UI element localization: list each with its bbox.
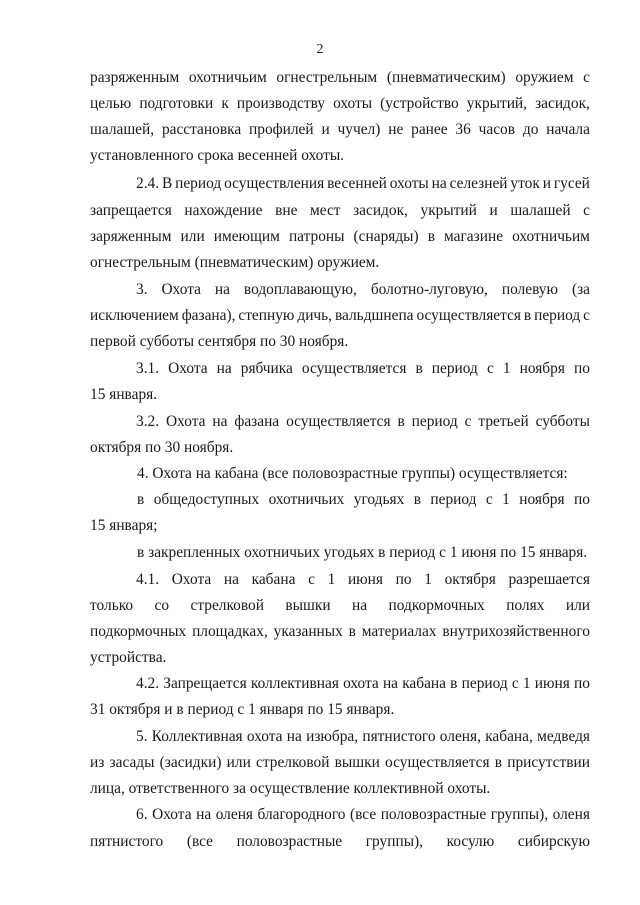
word: засады (109, 754, 155, 771)
word: половозрастные (236, 833, 343, 850)
word: вышки (285, 597, 331, 614)
word: на (212, 413, 228, 430)
word: в (523, 307, 532, 324)
word: оленя, (439, 728, 481, 745)
word: (засидки) (159, 754, 222, 771)
word: ноября (519, 491, 565, 508)
word: июня (534, 675, 570, 692)
word: производству (236, 95, 326, 112)
word: по (395, 571, 412, 588)
word: шалашей, (90, 121, 155, 138)
word: период (461, 675, 508, 692)
word: угодьях (353, 491, 405, 508)
word: субботы (535, 413, 590, 430)
word: весенней (327, 175, 387, 192)
word: осуществляется (286, 413, 391, 430)
text-line (90, 68, 590, 88)
word: коллективная (250, 675, 339, 692)
word: Охота (171, 571, 212, 588)
word: в (494, 754, 503, 771)
text-line (136, 570, 590, 590)
word: селезней (449, 175, 508, 192)
text-line (90, 622, 590, 642)
word: болотно-луговую, (370, 281, 488, 298)
text-line (136, 174, 590, 194)
word: 3.1. (136, 360, 160, 377)
word: в (415, 360, 423, 377)
word: с (308, 571, 315, 588)
word: общедоступных (153, 491, 260, 508)
word: подкормочных (388, 597, 485, 614)
word: указанных (273, 623, 343, 640)
word: степную (238, 307, 295, 324)
text-line: 15 января. (90, 386, 158, 403)
word: на (223, 571, 239, 588)
word: вне (275, 202, 298, 219)
text-line (90, 94, 590, 114)
word: 5. (136, 728, 148, 745)
word: укрытий, (466, 95, 528, 112)
word: на (352, 597, 368, 614)
word: 3. (136, 281, 148, 298)
word: вальдшнепа (334, 307, 414, 324)
word: группы), (365, 833, 424, 850)
word: период (534, 307, 581, 324)
word: период (430, 491, 477, 508)
word: по (573, 491, 590, 508)
word: с (583, 202, 590, 219)
word: со (154, 597, 170, 614)
word: в (137, 491, 145, 508)
word: разрешается (508, 571, 590, 588)
word: июня (347, 571, 383, 588)
word: с (486, 360, 494, 377)
word: 4.2. (136, 675, 160, 692)
word: водоплавающую, (243, 281, 357, 298)
word: 1 (502, 360, 511, 377)
word: 1 (522, 675, 531, 692)
text-line (136, 359, 590, 379)
word: стрелковой (190, 597, 264, 614)
word: вышки (334, 754, 380, 771)
word: половозрастные (380, 806, 487, 823)
word: пятнистого (90, 833, 164, 850)
word: или (180, 228, 205, 245)
word: в (348, 623, 356, 640)
word: (все (350, 806, 377, 823)
word: (пневматическим) (386, 69, 506, 86)
word: косулю (446, 833, 495, 850)
text-line: 31 октября и в период с 1 января по 15 января. (90, 701, 395, 718)
word: до (522, 121, 539, 138)
word: полевую (501, 281, 559, 298)
word: 2.4. (136, 175, 160, 192)
word: осуществления (224, 175, 325, 192)
word: и (489, 202, 498, 219)
word: с (464, 413, 472, 430)
word: 36 (455, 121, 471, 138)
word: только (90, 597, 134, 614)
word: Охота (166, 413, 206, 430)
word: профилей (249, 121, 314, 138)
word: охотничьим (188, 69, 267, 86)
word: или (226, 754, 251, 771)
text-line (136, 805, 590, 825)
text-line (90, 120, 590, 140)
text-line (136, 412, 590, 432)
word: стрелковой (256, 754, 330, 771)
word: мест (309, 202, 341, 219)
text-line (136, 674, 590, 694)
word: или (565, 597, 590, 614)
word: подкормочных (90, 623, 187, 640)
text-line (90, 832, 590, 852)
word: период (175, 175, 222, 192)
text-line (90, 306, 590, 326)
word: оленя (215, 806, 254, 823)
word: Коллективная (151, 728, 243, 745)
page-number: 2 (316, 42, 324, 57)
word: Охота (161, 281, 201, 298)
word: период (431, 360, 478, 377)
word: медведя (537, 728, 590, 745)
word: октября (444, 571, 496, 588)
word: благородного (257, 806, 346, 823)
word: ноября (519, 360, 565, 377)
word: охоты (333, 95, 373, 112)
word: 1 (327, 571, 336, 588)
word: и (321, 121, 330, 138)
word: третьей (478, 413, 529, 430)
word: оружием (515, 69, 574, 86)
text-line (90, 596, 590, 616)
word: на (214, 281, 230, 298)
text-line: 15 января; (90, 517, 158, 534)
word: засидок, (535, 95, 590, 112)
word: к (221, 95, 229, 112)
word: с (511, 675, 519, 692)
word: с (583, 69, 590, 86)
word: 1 (424, 571, 432, 588)
word: период (411, 413, 458, 430)
text-line: октября по 30 ноября. (90, 439, 234, 456)
word: Охота (152, 806, 192, 823)
word: заряженным (90, 228, 172, 245)
text-line (90, 201, 590, 221)
word: целью (90, 95, 132, 112)
word: на (431, 175, 447, 192)
word: кабана (251, 571, 296, 588)
word: группы), (490, 806, 549, 823)
word: шалашей (510, 202, 571, 219)
word: гусей (553, 175, 590, 192)
word: охотничьим (512, 228, 590, 245)
text-line (90, 753, 590, 773)
word: осуществляется (385, 754, 490, 771)
text-line (136, 727, 590, 747)
text-line (90, 227, 590, 247)
word: (все (186, 833, 213, 850)
word: площадках, (192, 623, 268, 640)
word: на (216, 360, 232, 377)
word: охотничьих (268, 491, 345, 508)
word: исключением (90, 307, 179, 324)
word: на (196, 806, 212, 823)
word: присутствии (507, 754, 590, 771)
word: по (574, 675, 590, 692)
word: не (388, 121, 404, 138)
word: внутрихозяйственного (442, 623, 590, 640)
word: на (286, 728, 302, 745)
text-line (136, 280, 590, 300)
text-line: первой субботы сентября по 30 ноября. (90, 333, 349, 350)
word: Охота (168, 360, 208, 377)
word: охота (343, 675, 379, 692)
text-line: установленного срока весенней охоты. (90, 147, 345, 164)
word: из (90, 754, 105, 771)
text-line: 4. Охота на кабана (все половозрастные группы) осуществляется: (137, 465, 568, 482)
word: по (573, 360, 590, 377)
word: изюбра, (306, 728, 359, 745)
word: огнестрельным (276, 69, 378, 86)
text-line (137, 490, 590, 510)
word: уток (510, 175, 540, 192)
word: 3.2. (136, 413, 160, 430)
word: охоты (389, 175, 429, 192)
word: оленя (552, 806, 590, 823)
word: охота (246, 728, 283, 745)
word: подготовки (139, 95, 214, 112)
word: рябчика (240, 360, 293, 377)
word: 6. (136, 806, 148, 823)
word: начала (546, 121, 590, 138)
word: нахождение (184, 202, 263, 219)
word: в (427, 228, 435, 245)
word: в (397, 413, 405, 430)
text-line: лица, ответственного за осуществление коллективной охоты. (90, 780, 491, 797)
word: патроны (288, 228, 345, 245)
text-line: в закрепленных охотничьих угодьях в период с 1 июня по 15 января. (137, 544, 588, 561)
word: с (485, 491, 493, 508)
word: дичь, (297, 307, 333, 324)
word: засидок, (353, 202, 408, 219)
word: часов (478, 121, 516, 138)
word: осуществляется (416, 307, 521, 324)
word: осуществляется (301, 360, 407, 377)
word: пятнистого (362, 728, 436, 745)
text-line: устройства. (90, 649, 167, 666)
word: с (583, 307, 590, 324)
word: 1 (502, 491, 510, 508)
word: Запрещается (163, 675, 247, 692)
word: имеющим (213, 228, 280, 245)
word: 4.1. (136, 571, 160, 588)
word: расстановка (161, 121, 242, 138)
word: (устройство (380, 95, 459, 112)
word: укрытий (420, 202, 477, 219)
word: на (382, 675, 399, 692)
word: ранее (411, 121, 448, 138)
text-line: огнестрельным (пневматическим) оружием. (90, 254, 380, 271)
word: В (161, 175, 173, 192)
word: материалах (361, 623, 437, 640)
word: сибирскую (517, 833, 590, 850)
word: фазана), (181, 307, 236, 324)
word: и (542, 175, 551, 192)
word: кабана, (485, 728, 533, 745)
word: кабана (402, 675, 446, 692)
word: в (450, 675, 458, 692)
word: (снаряды) (353, 228, 419, 245)
word: разряженным (90, 69, 180, 86)
word: магазине (444, 228, 504, 245)
word: запрещается (90, 202, 172, 219)
word: (за (571, 281, 590, 298)
word: полях (506, 597, 545, 614)
word: фазана (234, 413, 280, 430)
word: чучел) (337, 121, 381, 138)
word: в (413, 491, 421, 508)
